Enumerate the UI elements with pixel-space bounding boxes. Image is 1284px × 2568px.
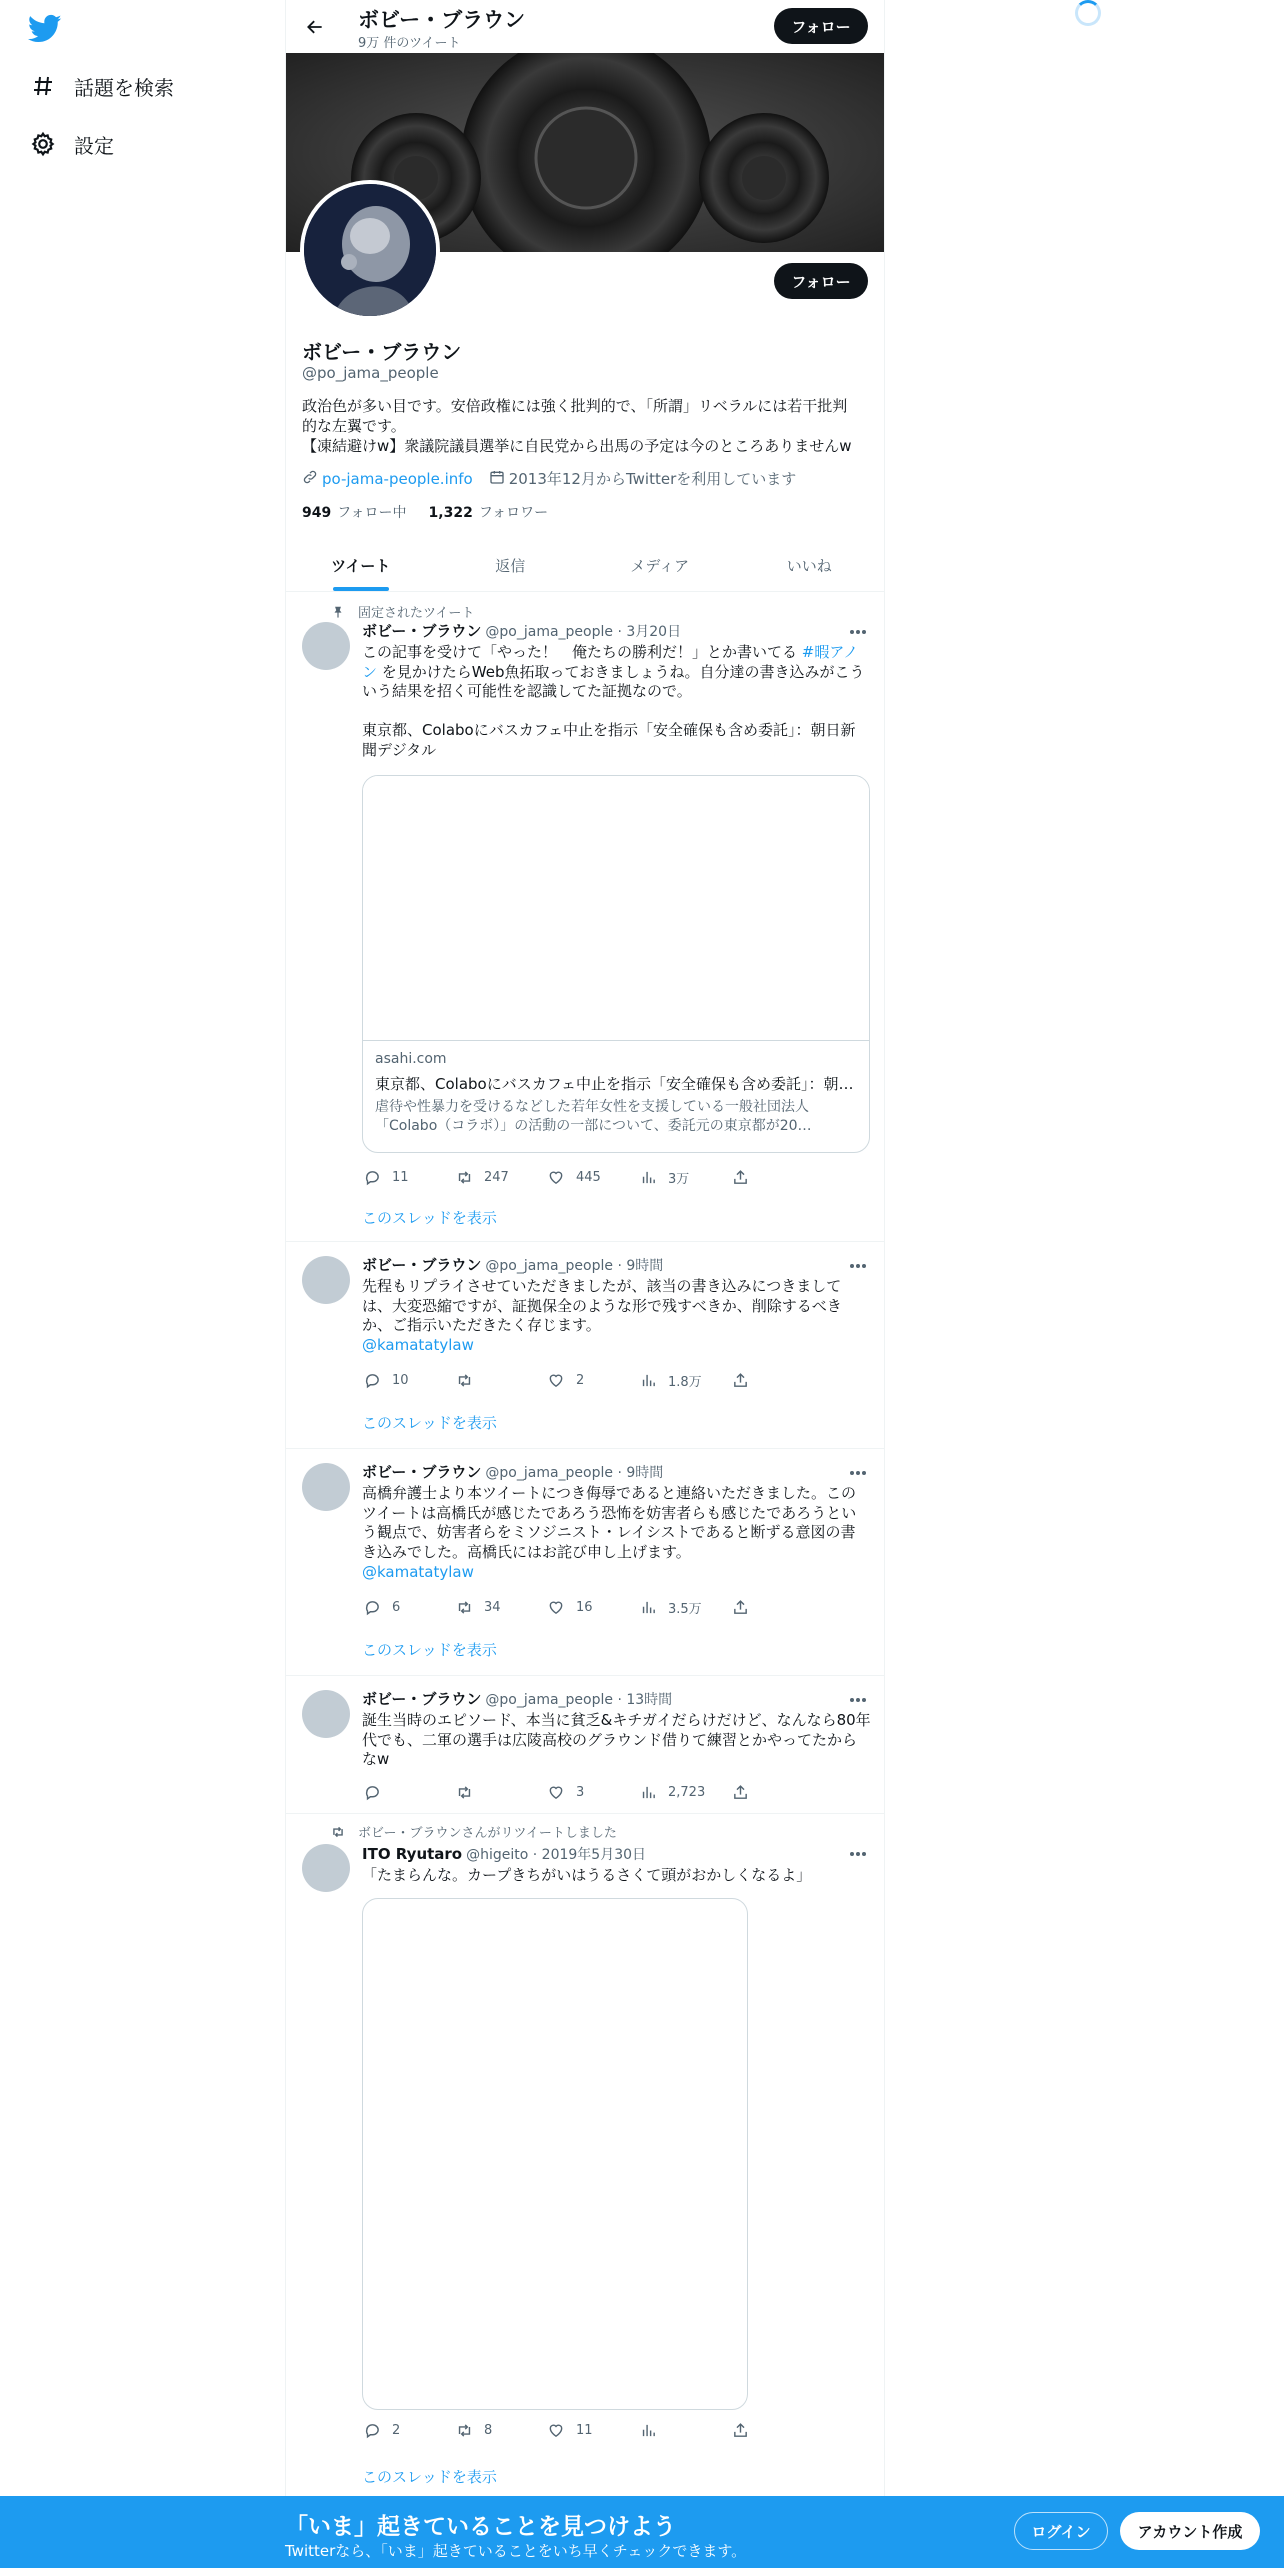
profile-meta (302, 468, 796, 489)
avatar[interactable] (302, 622, 350, 670)
tweet[interactable] (286, 1814, 884, 2496)
tweet-line: なw (362, 1750, 390, 1768)
view-count: 3万 (668, 1171, 690, 1187)
tab-replies[interactable]: 返信 (495, 557, 526, 575)
show-thread-link[interactable]: このスレッドを表示 (362, 1641, 497, 1659)
share-button[interactable] (730, 1597, 822, 1617)
tweet-text (362, 1866, 872, 1886)
profile-joined: 2013年12月からTwitterを利用しています (508, 470, 797, 488)
calendar-icon (489, 469, 505, 489)
reply-icon (362, 2420, 382, 2440)
views-button[interactable] (638, 1782, 730, 1802)
show-thread-link[interactable]: このスレッドを表示 (362, 1414, 497, 1432)
views-button[interactable] (638, 1167, 730, 1187)
more-icon[interactable] (846, 1690, 870, 1710)
tweet-author-name[interactable]: ボビー・ブラウン (362, 1690, 482, 1708)
left-nav (0, 0, 285, 2568)
link-icon (302, 469, 318, 489)
signup-banner (0, 2496, 1284, 2568)
following-label: フォロー中 (337, 505, 407, 521)
signup-banner-subtitle: Twitterなら、「いま」起きていることをいち早くチェックできます。 (285, 2542, 747, 2560)
loading-spinner-icon (1075, 0, 1101, 26)
retweet-button[interactable] (454, 1370, 546, 1390)
follow-button[interactable]: フォロー (774, 263, 868, 299)
tweet[interactable] (286, 1676, 884, 1814)
like-count: 11 (576, 2422, 593, 2438)
hashtag-icon (28, 71, 58, 101)
header-tweet-count: 9万 件のツイート (358, 36, 461, 51)
top-bar (286, 0, 884, 53)
tweet[interactable] (286, 1242, 884, 1449)
hashtag-link[interactable]: #暇アノ (801, 643, 859, 661)
heart-icon (546, 1782, 566, 1802)
tweet-context-label: ボビー・ブラウンさんがリツイートしました (358, 1826, 617, 1841)
share-button[interactable] (730, 2420, 822, 2440)
view-count: 1.8万 (668, 1374, 702, 1390)
profile-bio (302, 396, 872, 456)
profile-name: ボビー・ブラウン (302, 340, 462, 364)
bio-line: 【凍結避けw】衆議院議員選挙に自民党から出馬の予定は今のところありませんw (302, 437, 852, 455)
tweet-text (362, 643, 872, 760)
followers-stat[interactable] (429, 502, 549, 522)
tweet-header (362, 1844, 646, 1864)
more-icon[interactable] (846, 1256, 870, 1276)
like-count: 2 (576, 1372, 585, 1388)
pin-icon (330, 604, 346, 620)
share-button[interactable] (730, 1370, 822, 1390)
tweet-line: う観点で、妨害者らをミソジニスト・レイシストであると断ずる意図の書 (362, 1523, 856, 1541)
retweet-count: 34 (484, 1599, 501, 1615)
gear-icon (28, 129, 58, 159)
avatar[interactable] (302, 1690, 350, 1738)
share-button[interactable] (730, 1782, 822, 1802)
retweet-icon (454, 2420, 474, 2440)
tweet-header (362, 620, 681, 641)
tweet-line: 「たまらんな。カープきちがいはうるさくて頭がおかしくなるよ」 (362, 1866, 812, 1884)
show-thread-link[interactable]: このスレッドを表示 (362, 2468, 497, 2486)
tweet-context-label: 固定されたツイート (358, 606, 475, 621)
tweet-context (330, 1822, 617, 1841)
views-button[interactable] (638, 2420, 730, 2440)
tweet-media[interactable] (362, 1898, 748, 2410)
view-count: 2,723 (668, 1784, 706, 1800)
profile-avatar[interactable] (300, 180, 440, 320)
tweet-line: き込みでした。高橋氏にはお詫び申し上げます。 (362, 1542, 691, 1561)
analytics-icon (638, 1782, 658, 1802)
tweet-line: 代でも、二軍の選手は広陵高校のグラウンド借りて練習とかやってたから (362, 1730, 858, 1749)
tweet-line: 聞デジタル (362, 740, 437, 759)
views-button[interactable] (638, 1370, 730, 1390)
tab-tweets[interactable]: ツイート (286, 540, 436, 591)
profile-tabs (286, 540, 884, 592)
tweet-line: いう結果を招く可能性を認識してた証拠なので。 (362, 682, 692, 700)
tweet-header (362, 1461, 663, 1482)
profile-stats (302, 502, 570, 522)
reply-icon (362, 1597, 382, 1617)
like-button[interactable] (546, 1167, 638, 1187)
heart-icon (546, 1167, 566, 1187)
followers-count: 1,322 (428, 505, 473, 521)
retweet-count: 247 (484, 1169, 509, 1185)
profile-link[interactable]: po-jama-people.info (322, 469, 473, 488)
tweet-actions (362, 1597, 822, 1617)
show-thread-link[interactable]: このスレッドを表示 (362, 1209, 497, 1227)
reply-count: 6 (392, 1599, 401, 1615)
tweet-actions (362, 1782, 822, 1802)
analytics-icon (638, 2420, 658, 2440)
tweet-author-meta[interactable]: @po_jama_people · 9時間 (485, 1465, 664, 1481)
header-name: ボビー・ブラウン (358, 8, 526, 32)
mention-link[interactable]: @kamatatylaw (362, 1563, 474, 1581)
more-icon[interactable] (846, 1844, 870, 1864)
tweet-actions (362, 2420, 822, 2440)
retweet-button[interactable] (454, 2420, 546, 2440)
nav-explore[interactable] (28, 66, 174, 106)
analytics-icon (638, 1370, 658, 1390)
tweet-author-meta[interactable]: @higeito · 2019年5月30日 (466, 1847, 647, 1863)
retweet-icon (454, 1370, 474, 1390)
share-icon (730, 1782, 750, 1802)
follow-button-header[interactable]: フォロー (774, 8, 868, 44)
tweet-author-meta[interactable]: @po_jama_people · 13時間 (485, 1692, 673, 1708)
tweet-text (362, 1484, 872, 1562)
tweet-actions (362, 1370, 822, 1390)
tweet-line: この記事を受けて「やった！ 俺たちの勝利だ！」とか書いてる (362, 643, 798, 661)
tweet-line: 先程もリプライさせていただきましたが、該当の書き込みにつきまして (362, 1277, 842, 1295)
view-count: 3.5万 (668, 1601, 702, 1617)
bio-line: 的な左翼です。 (302, 417, 406, 435)
tweet-header (362, 1688, 672, 1709)
share-button[interactable] (730, 1167, 822, 1187)
signup-banner-title: 「いま」起きていることを見つけよう (285, 2514, 676, 2540)
like-count: 16 (576, 1599, 593, 1615)
bio-line: 政治色が多い目です。安倍政権には強く批判的で、「所謂」リベラルには若干批判 (302, 397, 848, 415)
share-icon (730, 1167, 750, 1187)
tweet-line: ツイートは高橋氏が感じたであろう恐怖を妨害者らも感じたであろうとい (362, 1503, 857, 1522)
tweet-author-name[interactable]: ボビー・ブラウン (362, 1463, 482, 1481)
tweet-line: は、大変恐縮ですが、証拠保全のような形で残すべきか、削除するべき (362, 1296, 842, 1315)
avatar[interactable] (302, 1844, 350, 1892)
like-count: 445 (576, 1169, 601, 1185)
tweet-author-name[interactable]: ボビー・ブラウン (362, 1256, 482, 1274)
tweet-author-name[interactable]: ボビー・ブラウン (362, 622, 482, 640)
retweet-icon (330, 1824, 346, 1840)
nav-settings[interactable] (28, 124, 114, 164)
tweet-author-meta[interactable]: @po_jama_people · 3月20日 (485, 624, 682, 640)
reply-button[interactable] (362, 1167, 454, 1187)
tab-likes[interactable]: いいね (786, 557, 832, 575)
retweet-button[interactable] (454, 1167, 546, 1187)
tweet[interactable] (286, 592, 884, 1242)
tweet-author-name[interactable]: ITO Ryutaro (362, 1845, 463, 1863)
reply-button[interactable] (362, 1370, 454, 1390)
profile-handle: @po_jama_people (302, 364, 439, 382)
main-column (285, 0, 885, 2568)
retweet-button[interactable] (454, 1782, 546, 1802)
like-button[interactable] (546, 2420, 638, 2440)
reply-button[interactable] (362, 1782, 454, 1802)
analytics-icon (638, 1597, 658, 1617)
reply-count: 2 (392, 2422, 401, 2438)
like-button[interactable] (546, 1782, 638, 1802)
reply-icon (362, 1782, 382, 1802)
retweet-icon (454, 1782, 474, 1802)
back-arrow-icon[interactable] (300, 12, 330, 42)
tweet-line: か、ご指示いただきたく存じます。 (362, 1316, 601, 1334)
reply-icon (362, 1167, 382, 1187)
retweet-icon (454, 1597, 474, 1617)
heart-icon (546, 1370, 566, 1390)
nav-settings-label: 設定 (74, 133, 114, 158)
link-card[interactable] (362, 775, 870, 1153)
tweet-line: を見かけたらWeb魚拓取っておきましょうね。自分達の書き込みがこう (381, 662, 865, 681)
avatar[interactable] (302, 1463, 350, 1511)
tweet-author-meta[interactable]: @po_jama_people · 9時間 (485, 1258, 664, 1274)
like-button[interactable] (546, 1597, 638, 1617)
share-icon (730, 2420, 750, 2440)
retweet-icon (454, 1167, 474, 1187)
heart-icon (546, 1597, 566, 1617)
nav-explore-label: 話題を検索 (74, 75, 174, 100)
more-icon[interactable] (846, 1463, 870, 1483)
following-count: 949 (302, 505, 332, 521)
mention-link[interactable]: @kamatatylaw (362, 1336, 474, 1354)
views-button[interactable] (638, 1597, 730, 1617)
followers-label: フォロワー (478, 505, 549, 521)
card-description: 虐待や性暴力を受けるなどした若年女性を支援している一般社団法人「Colabo（コラボ）」の活動の一部について、委託元の東京都が20… (375, 1099, 812, 1134)
following-stat[interactable] (302, 502, 407, 522)
share-icon (730, 1370, 750, 1390)
tab-media[interactable]: メディア (630, 557, 690, 575)
signup-button[interactable]: アカウント作成 (1120, 2512, 1260, 2550)
retweet-count: 8 (484, 2422, 493, 2438)
tweet-actions (362, 1167, 822, 1187)
like-button[interactable] (546, 1370, 638, 1390)
tweet-text (362, 1711, 872, 1770)
reply-count: 11 (392, 1169, 409, 1185)
heart-icon (546, 2420, 566, 2440)
analytics-icon (638, 1167, 658, 1187)
tweet-text (362, 1277, 872, 1336)
tweet[interactable] (286, 1449, 884, 1676)
card-title: 東京都、Colaboにバスカフェ中止を指示「安全確保も含め委託」：朝… (375, 1075, 854, 1093)
tweet-line: 高橋弁護士より本ツイートにつき侮辱であると連絡いただきました。この (362, 1484, 856, 1502)
hashtag-link[interactable]: ン (362, 662, 378, 681)
retweet-button[interactable] (454, 1597, 546, 1617)
reply-button[interactable] (362, 1597, 454, 1617)
twitter-logo-icon[interactable] (28, 14, 62, 44)
more-icon[interactable] (846, 622, 870, 642)
card-domain: asahi.com (375, 1051, 447, 1067)
tweet-context (330, 602, 474, 621)
tweet-line: 誕生当時のエピソード、本当に貧乏&キチガイだらけだけど、なんなら80年 (362, 1711, 871, 1729)
share-icon (730, 1597, 750, 1617)
login-button[interactable]: ログイン (1014, 2512, 1108, 2550)
avatar[interactable] (302, 1256, 350, 1304)
like-count: 3 (576, 1784, 585, 1800)
tweet-line: 東京都、Colaboにバスカフェ中止を指示「安全確保も含め委託」：朝日新 (362, 721, 856, 739)
reply-icon (362, 1370, 382, 1390)
reply-button[interactable] (362, 2420, 454, 2440)
reply-count: 10 (392, 1372, 409, 1388)
link-card-image (363, 776, 869, 1041)
tweet-header (362, 1254, 663, 1275)
